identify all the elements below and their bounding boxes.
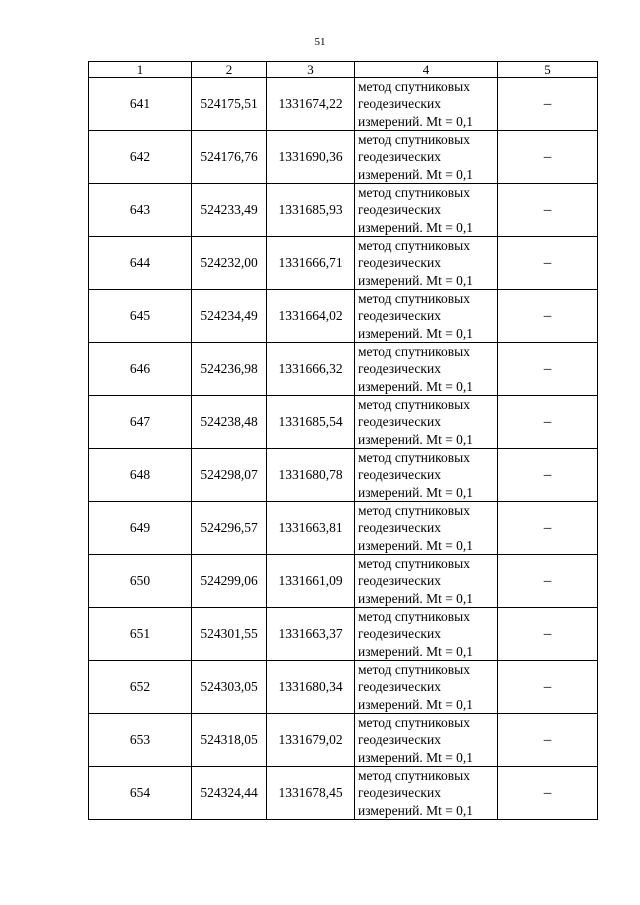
method-text-line: метод спутниковых: [358, 609, 470, 625]
method-text-line: геодезических: [358, 520, 441, 536]
method-cell: [355, 608, 498, 661]
table-row: [89, 608, 598, 661]
method-cell: [355, 396, 498, 449]
column-header: 5: [498, 62, 598, 78]
table-row: [89, 396, 598, 449]
note-cell: –: [498, 555, 598, 608]
y-coordinate-cell: 1331679,02: [267, 714, 355, 767]
method-cell: [355, 343, 498, 396]
method-text-line: геодезических: [358, 149, 441, 165]
method-text-line: геодезических: [358, 308, 441, 324]
table-row: [89, 714, 598, 767]
method-text-line: геодезических: [358, 96, 441, 112]
note-cell: –: [498, 661, 598, 714]
method-cell: [355, 290, 498, 343]
note-cell: –: [498, 449, 598, 502]
method-text-line: измерений. Mt = 0,1: [358, 378, 474, 394]
note-cell: –: [498, 184, 598, 237]
column-header: 4: [355, 62, 498, 78]
note-cell: –: [498, 131, 598, 184]
method-text-line: метод спутниковых: [358, 715, 470, 731]
method-text-line: метод спутниковых: [358, 79, 470, 95]
y-coordinate-cell: 1331666,71: [267, 237, 355, 290]
table-row: [89, 237, 598, 290]
method-text-line: измерений. Mt = 0,1: [358, 272, 474, 288]
method-text-line: геодезических: [358, 679, 441, 695]
method-text-line: геодезических: [358, 255, 441, 271]
method-text-line: измерений. Mt = 0,1: [358, 113, 474, 129]
method-text-line: геодезических: [358, 626, 441, 642]
table-row: [89, 78, 598, 131]
y-coordinate-cell: 1331666,32: [267, 343, 355, 396]
x-coordinate-cell: 524299,06: [192, 555, 267, 608]
x-coordinate-cell: 524296,57: [192, 502, 267, 555]
method-text-line: метод спутниковых: [358, 397, 470, 413]
x-coordinate-cell: 524301,55: [192, 608, 267, 661]
note-cell: –: [498, 396, 598, 449]
point-number-cell: 647: [89, 396, 192, 449]
method-text-line: измерений. Mt = 0,1: [358, 219, 474, 235]
point-number-cell: 646: [89, 343, 192, 396]
note-cell: –: [498, 714, 598, 767]
x-coordinate-cell: 524232,00: [192, 237, 267, 290]
method-cell: [355, 714, 498, 767]
method-text-line: измерений. Mt = 0,1: [358, 749, 474, 765]
x-coordinate-cell: 524303,05: [192, 661, 267, 714]
method-text-line: измерений. Mt = 0,1: [358, 802, 474, 818]
note-cell: –: [498, 78, 598, 131]
method-cell: [355, 502, 498, 555]
x-coordinate-cell: 524324,44: [192, 767, 267, 820]
method-text-line: измерений. Mt = 0,1: [358, 484, 474, 500]
point-number-cell: 651: [89, 608, 192, 661]
note-cell: –: [498, 237, 598, 290]
point-number-cell: 650: [89, 555, 192, 608]
column-header: 1: [89, 62, 192, 78]
method-text-line: метод спутниковых: [358, 503, 470, 519]
x-coordinate-cell: 524298,07: [192, 449, 267, 502]
note-cell: –: [498, 290, 598, 343]
point-number-cell: 644: [89, 237, 192, 290]
method-text-line: метод спутниковых: [358, 132, 470, 148]
table-row: [89, 449, 598, 502]
y-coordinate-cell: 1331663,37: [267, 608, 355, 661]
table-row: [89, 661, 598, 714]
method-cell: [355, 555, 498, 608]
method-text-line: геодезических: [358, 202, 441, 218]
column-header: 3: [267, 62, 355, 78]
method-cell: [355, 237, 498, 290]
table-row: [89, 343, 598, 396]
point-number-cell: 653: [89, 714, 192, 767]
y-coordinate-cell: 1331663,81: [267, 502, 355, 555]
point-number-cell: 654: [89, 767, 192, 820]
method-text-line: измерений. Mt = 0,1: [358, 537, 474, 553]
note-cell: –: [498, 502, 598, 555]
table-row: [89, 502, 598, 555]
table-row: [89, 290, 598, 343]
method-text-line: геодезических: [358, 732, 441, 748]
method-text-line: метод спутниковых: [358, 768, 470, 784]
table-row: [89, 131, 598, 184]
method-cell: [355, 661, 498, 714]
coordinates-table: [88, 61, 598, 820]
note-cell: –: [498, 343, 598, 396]
method-text-line: геодезических: [358, 414, 441, 430]
table-row: [89, 767, 598, 820]
method-text-line: измерений. Mt = 0,1: [358, 166, 474, 182]
method-text-line: измерений. Mt = 0,1: [358, 590, 474, 606]
method-text-line: метод спутниковых: [358, 238, 470, 254]
x-coordinate-cell: 524236,98: [192, 343, 267, 396]
method-text-line: геодезических: [358, 785, 441, 801]
point-number-cell: 649: [89, 502, 192, 555]
y-coordinate-cell: 1331664,02: [267, 290, 355, 343]
method-cell: [355, 131, 498, 184]
note-cell: –: [498, 608, 598, 661]
method-text-line: метод спутниковых: [358, 291, 470, 307]
method-text-line: метод спутниковых: [358, 450, 470, 466]
y-coordinate-cell: 1331685,93: [267, 184, 355, 237]
y-coordinate-cell: 1331661,09: [267, 555, 355, 608]
x-coordinate-cell: 524175,51: [192, 78, 267, 131]
method-cell: [355, 767, 498, 820]
method-text-line: геодезических: [358, 467, 441, 483]
method-text-line: геодезических: [358, 361, 441, 377]
method-text-line: измерений. Mt = 0,1: [358, 696, 474, 712]
method-text-line: измерений. Mt = 0,1: [358, 643, 474, 659]
x-coordinate-cell: 524176,76: [192, 131, 267, 184]
point-number-cell: 643: [89, 184, 192, 237]
y-coordinate-cell: 1331680,78: [267, 449, 355, 502]
y-coordinate-cell: 1331680,34: [267, 661, 355, 714]
method-text-line: геодезических: [358, 573, 441, 589]
note-cell: –: [498, 767, 598, 820]
y-coordinate-cell: 1331690,36: [267, 131, 355, 184]
method-text-line: измерений. Mt = 0,1: [358, 431, 474, 447]
method-text-line: метод спутниковых: [358, 344, 470, 360]
method-text-line: метод спутниковых: [358, 662, 470, 678]
x-coordinate-cell: 524234,49: [192, 290, 267, 343]
method-text-line: метод спутниковых: [358, 185, 470, 201]
method-text-line: метод спутниковых: [358, 556, 470, 572]
y-coordinate-cell: 1331674,22: [267, 78, 355, 131]
x-coordinate-cell: 524233,49: [192, 184, 267, 237]
table-header-row: [89, 62, 598, 78]
y-coordinate-cell: 1331685,54: [267, 396, 355, 449]
method-cell: [355, 184, 498, 237]
page-number: 51: [314, 36, 326, 48]
x-coordinate-cell: 524318,05: [192, 714, 267, 767]
column-header: 2: [192, 62, 267, 78]
method-text-line: измерений. Mt = 0,1: [358, 325, 474, 341]
point-number-cell: 648: [89, 449, 192, 502]
point-number-cell: 641: [89, 78, 192, 131]
y-coordinate-cell: 1331678,45: [267, 767, 355, 820]
method-cell: [355, 78, 498, 131]
table-row: [89, 555, 598, 608]
table-row: [89, 184, 598, 237]
point-number-cell: 642: [89, 131, 192, 184]
point-number-cell: 652: [89, 661, 192, 714]
x-coordinate-cell: 524238,48: [192, 396, 267, 449]
point-number-cell: 645: [89, 290, 192, 343]
method-cell: [355, 449, 498, 502]
